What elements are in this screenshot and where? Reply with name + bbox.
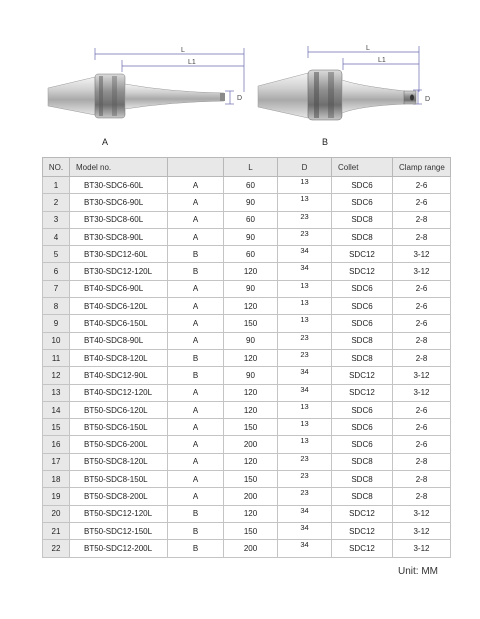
row-collet: SDC12: [332, 246, 393, 263]
row-type: B: [168, 367, 224, 384]
row-model: BT40-SDC12-120L: [70, 384, 168, 401]
tool-a-label: A: [102, 137, 109, 147]
table-row: [43, 246, 451, 263]
row-type: B: [168, 263, 224, 280]
row-type: B: [168, 246, 224, 263]
table-row: [43, 332, 451, 349]
table-row: [43, 419, 451, 436]
table-row: [43, 280, 451, 297]
tool-a-dim-L1: L1: [188, 59, 196, 66]
row-d: 13: [278, 401, 332, 418]
table-row: [43, 540, 451, 557]
table-row: [43, 384, 451, 401]
row-d: 23: [278, 349, 332, 366]
row-l: 90: [224, 367, 278, 384]
row-collet: SDC6: [332, 280, 393, 297]
row-clamp-range: 2-6: [393, 436, 451, 453]
row-clamp-range: 2-6: [393, 315, 451, 332]
row-d: 23: [278, 488, 332, 505]
header-no: NO.: [43, 158, 70, 177]
row-clamp-range: 2-6: [393, 194, 451, 211]
tool-b-dim-L: L: [366, 45, 370, 52]
row-collet: SDC8: [332, 453, 393, 470]
row-type: A: [168, 194, 224, 211]
row-no: 18: [43, 471, 70, 488]
row-l: 60: [224, 211, 278, 228]
row-l: 90: [224, 280, 278, 297]
row-l: 90: [224, 332, 278, 349]
row-d: 34: [278, 522, 332, 539]
row-clamp-range: 2-6: [393, 177, 451, 194]
row-no: 17: [43, 453, 70, 470]
row-d: 34: [278, 367, 332, 384]
row-d: 13: [278, 315, 332, 332]
table-row: [43, 194, 451, 211]
row-collet: SDC8: [332, 228, 393, 245]
row-no: 6: [43, 263, 70, 280]
row-type: B: [168, 522, 224, 539]
row-collet: SDC6: [332, 194, 393, 211]
spec-table: [42, 157, 451, 558]
row-no: 3: [43, 211, 70, 228]
row-collet: SDC8: [332, 488, 393, 505]
row-no: 19: [43, 488, 70, 505]
table-row: [43, 263, 451, 280]
tool-a-image: [48, 48, 244, 118]
row-l: 120: [224, 263, 278, 280]
header-collet: Collet: [332, 158, 393, 177]
header-clamp-range: Clamp range: [393, 158, 451, 177]
row-l: 120: [224, 298, 278, 315]
row-model: BT50-SDC12-120L: [70, 505, 168, 522]
row-collet: SDC12: [332, 540, 393, 557]
row-collet: SDC8: [332, 471, 393, 488]
row-type: B: [168, 349, 224, 366]
tool-b-dim-D: D: [425, 96, 431, 103]
row-collet: SDC8: [332, 211, 393, 228]
row-no: 16: [43, 436, 70, 453]
row-clamp-range: 2-8: [393, 349, 451, 366]
row-l: 90: [224, 228, 278, 245]
row-d: 34: [278, 540, 332, 557]
row-l: 150: [224, 419, 278, 436]
row-d: 13: [278, 177, 332, 194]
row-d: 13: [278, 194, 332, 211]
row-model: BT50-SDC6-150L: [70, 419, 168, 436]
row-l: 120: [224, 453, 278, 470]
row-type: A: [168, 211, 224, 228]
row-collet: SDC6: [332, 298, 393, 315]
row-model: BT50-SDC12-200L: [70, 540, 168, 557]
row-no: 1: [43, 177, 70, 194]
row-no: 7: [43, 280, 70, 297]
row-no: 10: [43, 332, 70, 349]
table-row: [43, 211, 451, 228]
row-clamp-range: 3-12: [393, 246, 451, 263]
row-no: 22: [43, 540, 70, 557]
table-row: [43, 436, 451, 453]
row-l: 120: [224, 401, 278, 418]
row-type: B: [168, 540, 224, 557]
row-collet: SDC6: [332, 177, 393, 194]
row-no: 15: [43, 419, 70, 436]
row-type: A: [168, 488, 224, 505]
row-collet: SDC12: [332, 263, 393, 280]
row-type: A: [168, 298, 224, 315]
row-l: 90: [224, 194, 278, 211]
row-no: 9: [43, 315, 70, 332]
row-no: 21: [43, 522, 70, 539]
row-d: 13: [278, 280, 332, 297]
tool-b-image: [258, 46, 422, 120]
tool-a-dim-L: L: [181, 47, 185, 54]
table-row: [43, 505, 451, 522]
row-d: 13: [278, 436, 332, 453]
row-l: 200: [224, 488, 278, 505]
table-row: [43, 228, 451, 245]
row-l: 120: [224, 384, 278, 401]
tool-b-dim-L1: L1: [378, 57, 386, 64]
row-l: 120: [224, 505, 278, 522]
header-type: [168, 158, 224, 177]
tool-a-dim-D: D: [237, 95, 243, 102]
row-type: A: [168, 419, 224, 436]
row-l: 150: [224, 522, 278, 539]
row-clamp-range: 3-12: [393, 367, 451, 384]
row-l: 200: [224, 540, 278, 557]
row-model: BT40-SDC8-120L: [70, 349, 168, 366]
row-no: 12: [43, 367, 70, 384]
row-clamp-range: 2-8: [393, 211, 451, 228]
header-model: Model no.: [70, 158, 168, 177]
row-clamp-range: 2-6: [393, 401, 451, 418]
row-type: A: [168, 384, 224, 401]
row-no: 2: [43, 194, 70, 211]
row-model: BT30-SDC8-60L: [70, 211, 168, 228]
row-model: BT30-SDC12-60L: [70, 246, 168, 263]
row-no: 13: [43, 384, 70, 401]
row-model: BT30-SDC12-120L: [70, 263, 168, 280]
row-d: 13: [278, 419, 332, 436]
row-type: A: [168, 177, 224, 194]
row-type: A: [168, 280, 224, 297]
row-model: BT50-SDC8-200L: [70, 488, 168, 505]
row-no: 20: [43, 505, 70, 522]
row-clamp-range: 2-6: [393, 419, 451, 436]
row-d: 23: [278, 228, 332, 245]
row-model: BT40-SDC6-120L: [70, 298, 168, 315]
row-collet: SDC6: [332, 436, 393, 453]
row-clamp-range: 3-12: [393, 522, 451, 539]
row-clamp-range: 2-8: [393, 228, 451, 245]
table-row: [43, 349, 451, 366]
row-d: 23: [278, 453, 332, 470]
row-type: A: [168, 471, 224, 488]
table-row: [43, 367, 451, 384]
row-type: A: [168, 401, 224, 418]
row-clamp-range: 2-8: [393, 471, 451, 488]
table-row: [43, 315, 451, 332]
row-collet: SDC6: [332, 401, 393, 418]
row-model: BT50-SDC6-200L: [70, 436, 168, 453]
row-no: 4: [43, 228, 70, 245]
row-type: A: [168, 228, 224, 245]
table-row: [43, 401, 451, 418]
row-clamp-range: 2-6: [393, 280, 451, 297]
row-model: BT40-SDC6-90L: [70, 280, 168, 297]
row-collet: SDC6: [332, 315, 393, 332]
header-d: D: [278, 158, 332, 177]
row-model: BT30-SDC6-90L: [70, 194, 168, 211]
row-l: 150: [224, 315, 278, 332]
row-model: BT40-SDC6-150L: [70, 315, 168, 332]
table-header-row: [43, 158, 451, 177]
row-clamp-range: 3-12: [393, 263, 451, 280]
row-d: 34: [278, 384, 332, 401]
row-l: 120: [224, 349, 278, 366]
tool-b-label: B: [322, 137, 329, 147]
row-d: 23: [278, 471, 332, 488]
row-d: 13: [278, 298, 332, 315]
row-l: 60: [224, 177, 278, 194]
row-model: BT50-SDC8-150L: [70, 471, 168, 488]
table-row: [43, 488, 451, 505]
row-type: A: [168, 453, 224, 470]
row-clamp-range: 2-8: [393, 488, 451, 505]
row-model: BT40-SDC12-90L: [70, 367, 168, 384]
row-collet: SDC12: [332, 367, 393, 384]
row-d: 34: [278, 246, 332, 263]
row-collet: SDC8: [332, 349, 393, 366]
table-row: [43, 177, 451, 194]
row-model: BT50-SDC12-150L: [70, 522, 168, 539]
tool-diagrams: [0, 0, 480, 150]
header-l: L: [224, 158, 278, 177]
row-l: 60: [224, 246, 278, 263]
row-model: BT30-SDC8-90L: [70, 228, 168, 245]
row-model: BT50-SDC8-120L: [70, 453, 168, 470]
row-d: 23: [278, 211, 332, 228]
row-d: 34: [278, 505, 332, 522]
row-clamp-range: 2-6: [393, 298, 451, 315]
row-no: 11: [43, 349, 70, 366]
row-l: 200: [224, 436, 278, 453]
row-d: 23: [278, 332, 332, 349]
row-type: B: [168, 505, 224, 522]
row-type: A: [168, 315, 224, 332]
row-l: 150: [224, 471, 278, 488]
row-clamp-range: 3-12: [393, 384, 451, 401]
row-model: BT50-SDC6-120L: [70, 401, 168, 418]
row-model: BT30-SDC6-60L: [70, 177, 168, 194]
row-type: A: [168, 332, 224, 349]
row-clamp-range: 2-8: [393, 332, 451, 349]
table-row: [43, 453, 451, 470]
row-d: 34: [278, 263, 332, 280]
row-no: 5: [43, 246, 70, 263]
table-row: [43, 471, 451, 488]
row-no: 8: [43, 298, 70, 315]
row-clamp-range: 3-12: [393, 540, 451, 557]
row-collet: SDC12: [332, 384, 393, 401]
unit-label: Unit: MM: [398, 566, 438, 577]
row-collet: SDC8: [332, 332, 393, 349]
row-no: 14: [43, 401, 70, 418]
row-type: A: [168, 436, 224, 453]
table-row: [43, 522, 451, 539]
row-collet: SDC6: [332, 419, 393, 436]
row-clamp-range: 3-12: [393, 505, 451, 522]
row-model: BT40-SDC8-90L: [70, 332, 168, 349]
row-collet: SDC12: [332, 505, 393, 522]
row-collet: SDC12: [332, 522, 393, 539]
row-clamp-range: 2-8: [393, 453, 451, 470]
table-row: [43, 298, 451, 315]
